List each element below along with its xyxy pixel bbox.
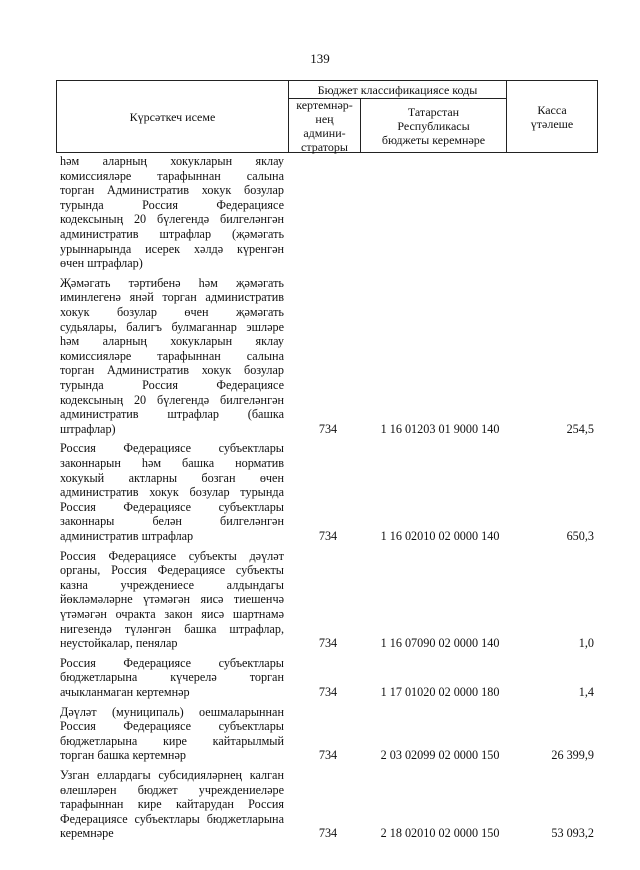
indicator-name-line: урыннарында исерек хәлдә күренгән: [60, 241, 284, 256]
indicator-name-line: керемнәре: [60, 826, 114, 841]
indicator-name-line: законнары белән билгеләнгән: [60, 514, 284, 529]
indicator-name: [60, 705, 284, 763]
header-amount-line: Касса: [537, 102, 567, 117]
indicator-name-line: судьялары, балигъ булмаганнар эшләре: [60, 319, 284, 334]
header-admin-line: кертемнәр-: [296, 97, 353, 112]
revenue-code: 2 03 02099 02 0000 150: [380, 748, 500, 763]
indicator-name-line: торган башка кертемнәр: [60, 748, 186, 763]
header-admin-line: нең: [315, 111, 334, 126]
cash-execution-amount: 26 399,9: [551, 748, 594, 763]
indicator-name-line: торган Административ хокук бозулар: [60, 183, 284, 198]
cash-execution-amount: 254,5: [566, 421, 594, 436]
indicator-name: [60, 276, 284, 437]
indicator-name-line: турында Россия Федерациясе: [60, 377, 284, 392]
cash-execution-amount: 1,0: [578, 636, 594, 651]
indicator-name-line: комиссияләре тарафыннан салына: [60, 168, 284, 183]
header-admin-column: [289, 99, 360, 152]
administrator-code: 734: [318, 528, 338, 543]
header-indicator-name: Күрсәткеч исеме: [129, 109, 216, 124]
indicator-name-line: Узган еллардагы субсидияләрнең калган: [60, 768, 284, 782]
administrator-code: 734: [318, 826, 338, 841]
indicator-name-line: бюджетларына кире кайтарылмый: [60, 733, 284, 748]
indicator-name-line: йөкләмәләрне үтәмәгән яисә тиешенчә: [60, 592, 284, 607]
indicator-name-line: Федерациясе субъектлары бюджетларына: [60, 811, 284, 826]
indicator-name-line: бюджетларына күчерелә торган: [60, 670, 284, 685]
table-row: [60, 154, 594, 271]
header-admin-line: админи-: [303, 125, 346, 140]
indicator-name-line: өлешләрен бюджет учреждениеләре: [60, 782, 284, 797]
table-row: [60, 441, 594, 543]
header-code-line: Республикасы: [397, 118, 470, 133]
page-number: 139: [310, 51, 330, 66]
indicator-name-line: административ штрафлар (башка: [60, 407, 284, 422]
indicator-name-line: тарафыннан кире кайтарудан Россия: [60, 797, 284, 812]
indicator-name-line: Россия Федерациясе субъекты дәүләт: [60, 548, 284, 563]
indicator-name-line: кодексының 20 бүлегендә билгеләнгән: [60, 212, 284, 227]
revenue-code: 2 18 02010 02 0000 150: [380, 826, 500, 841]
indicator-name-line: Россия Федерациясе субъектлары: [60, 655, 284, 670]
indicator-name-line: Россия Федерациясе субъектлары: [60, 499, 284, 514]
indicator-name-line: штрафлар): [60, 421, 116, 436]
table-row: [60, 276, 594, 437]
indicator-name-line: хокук бозулар өчен җәмәгать: [60, 304, 284, 319]
indicator-name-line: иминлегенә янәй торган административ: [60, 290, 284, 305]
indicator-name-line: торган Административ хокук бозулар: [60, 363, 284, 378]
administrator-code: 734: [318, 684, 338, 699]
indicator-name-line: һәм аларның хокукларын яклау: [60, 154, 284, 168]
indicator-name-line: турында Россия Федерациясе: [60, 197, 284, 212]
header-cash-execution-column: [507, 81, 597, 152]
indicator-name-line: неустойкалар, пенялар: [60, 636, 178, 651]
indicator-name-line: һәм аларның хокукларын яклау: [60, 334, 284, 349]
revenue-code: 1 17 01020 02 0000 180: [380, 684, 500, 699]
indicator-name-line: Җәмәгать тәртибенә һәм җәмәгать: [60, 275, 284, 290]
revenue-code: 1 16 02010 02 0000 140: [380, 528, 500, 543]
table-row: [60, 656, 594, 700]
cash-execution-amount: 53 093,2: [551, 826, 594, 841]
indicator-name-line: Россия Федерациясе субъектлары: [60, 441, 284, 456]
header-budget-code-group: Бюджет классификациясе коды: [317, 82, 478, 97]
indicator-name-line: Дәүләт (муниципаль) оешмаларыннан: [60, 704, 284, 719]
indicator-name-line: административ штрафлар: [60, 528, 194, 543]
indicator-name: [60, 154, 284, 271]
indicator-name-line: административ хокук бозулар турында: [60, 485, 284, 500]
administrator-code: 734: [318, 636, 338, 651]
header-amount-line: үтәлеше: [530, 116, 574, 131]
indicator-name-line: кодексының 20 бүлегендә билгеләнгән: [60, 392, 284, 407]
administrator-code: 734: [318, 421, 338, 436]
cash-execution-amount: 1,4: [578, 684, 594, 699]
indicator-name-line: органы, Россия Федерациясе субъекты: [60, 563, 284, 578]
header-code-line: бюджеты керемнәре: [381, 132, 486, 147]
indicator-name-line: өчен штрафлар): [60, 256, 143, 271]
cash-execution-amount: 650,3: [566, 528, 594, 543]
indicator-name-line: нигезендә түләнгән башка штрафлар,: [60, 621, 284, 636]
table-row: [60, 768, 594, 841]
indicator-name-line: үтәмәгән очракта закон яисә шартнамә: [60, 606, 284, 621]
header-code-line: Татарстан: [407, 104, 460, 119]
indicator-name: [60, 768, 284, 841]
indicator-name-line: административ штрафлар (җәмәгать: [60, 226, 284, 241]
indicator-name: [60, 656, 284, 700]
indicator-name-line: законнарын һәм башка норматив: [60, 455, 284, 470]
revenue-code: 1 16 01203 01 9000 140: [380, 421, 500, 436]
header-admin-line: страторы: [301, 139, 348, 154]
indicator-name-line: Россия Федерациясе субъектлары: [60, 719, 284, 734]
revenue-code: 1 16 07090 02 0000 140: [380, 636, 500, 651]
indicator-name: [60, 441, 284, 543]
header-revenue-code-column: [361, 99, 506, 152]
indicator-name-line: хокукый актларны бозган өчен: [60, 470, 284, 485]
indicator-name-line: комиссияләре тарафыннан салына: [60, 348, 284, 363]
table-header: [56, 80, 598, 153]
indicator-name: [60, 549, 284, 651]
table-row: [60, 549, 594, 651]
administrator-code: 734: [318, 748, 338, 763]
table-row: [60, 705, 594, 763]
indicator-name-line: казна учреждениесе алдындагы: [60, 577, 284, 592]
indicator-name-line: ачыкланмаган кертемнәр: [60, 684, 190, 699]
